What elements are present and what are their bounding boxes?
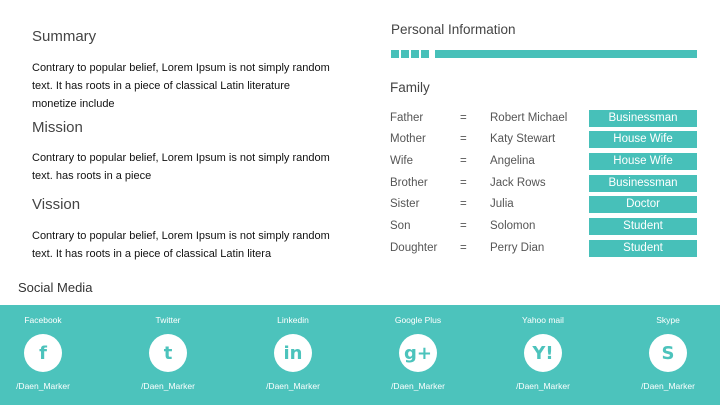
- social-handle[interactable]: /Daen_Marker: [141, 381, 195, 391]
- personal-information-bar: [391, 50, 429, 58]
- equals-sign: =: [460, 242, 467, 254]
- family-row: [390, 240, 700, 258]
- family-member-name: Perry Dian: [490, 242, 545, 254]
- family-row: [390, 175, 700, 193]
- linkedin-icon[interactable]: [274, 334, 312, 372]
- family-role-badge: House Wife: [589, 153, 697, 170]
- social-label: Linkedin: [277, 315, 309, 325]
- social-label: Skype: [656, 315, 680, 325]
- family-member-name: Katy Stewart: [490, 133, 556, 145]
- social-label: Facebook: [24, 315, 62, 325]
- social-glyph: g+: [404, 342, 432, 364]
- equals-sign: =: [460, 177, 467, 189]
- social-media-band: [0, 305, 720, 405]
- family-row: [390, 218, 700, 236]
- family-relation: Father: [390, 112, 424, 124]
- family-role-badge: Businessman: [589, 175, 697, 192]
- family-relation: Sister: [390, 198, 420, 210]
- family-row: [390, 110, 700, 128]
- personal-information-bar-fill: [435, 50, 697, 58]
- google-plus-icon[interactable]: [399, 334, 437, 372]
- family-role-badge: Businessman: [589, 110, 697, 127]
- family-relation: Son: [390, 220, 411, 232]
- family-relation: Mother: [390, 133, 426, 145]
- family-relation: Brother: [390, 177, 428, 189]
- family-role-badge: Student: [589, 240, 697, 257]
- social-handle[interactable]: /Daen_Marker: [641, 381, 695, 391]
- family-member-name: Robert Michael: [490, 112, 568, 124]
- family-role-badge: Student: [589, 218, 697, 235]
- equals-sign: =: [460, 220, 467, 232]
- social-item[interactable]: [618, 305, 718, 405]
- yahoo-icon[interactable]: [524, 334, 562, 372]
- social-glyph: t: [163, 342, 173, 364]
- summary-title: Summary: [32, 28, 97, 45]
- social-item[interactable]: [243, 305, 343, 405]
- family-relation: Wife: [390, 155, 413, 167]
- social-label: Twitter: [155, 315, 181, 325]
- mission-body: Contrary to popular belief, Lorem Ipsum is not simply random text. has roots in a piece: [32, 152, 330, 182]
- personal-information-title: Personal Information: [391, 22, 516, 37]
- family-role-badge: House Wife: [589, 131, 697, 148]
- family-row: [390, 196, 700, 214]
- family-relation: Doughter: [390, 242, 438, 254]
- vission-body: Contrary to popular belief, Lorem Ipsum is not simply random text. It has roots in a piece of classical Latin litera: [32, 230, 330, 260]
- social-media-title: Social Media: [18, 280, 93, 295]
- bar-segment: [421, 50, 429, 58]
- social-item[interactable]: [368, 305, 468, 405]
- social-handle[interactable]: /Daen_Marker: [266, 381, 320, 391]
- social-label: Google Plus: [394, 315, 442, 325]
- family-title: Family: [390, 80, 430, 95]
- social-item[interactable]: [0, 305, 93, 405]
- family-member-name: Solomon: [490, 220, 536, 232]
- social-item[interactable]: [493, 305, 593, 405]
- summary-body: Contrary to popular belief, Lorem Ipsum is not simply random text. It has roots in a piece of classical Latin literature monetize include: [32, 62, 330, 110]
- twitter-icon[interactable]: [149, 334, 187, 372]
- equals-sign: =: [460, 198, 467, 210]
- bar-segment: [411, 50, 419, 58]
- social-handle[interactable]: /Daen_Marker: [516, 381, 570, 391]
- social-glyph: S: [661, 342, 675, 364]
- social-item[interactable]: [118, 305, 218, 405]
- family-member-name: Jack Rows: [490, 177, 546, 189]
- bar-segment: [391, 50, 399, 58]
- family-row: [390, 153, 700, 171]
- bar-segment: [401, 50, 409, 58]
- skype-icon[interactable]: [649, 334, 687, 372]
- mission-title: Mission: [32, 119, 83, 136]
- family-member-name: Angelina: [490, 155, 535, 167]
- social-label: Yahoo mail: [522, 315, 564, 325]
- family-row: [390, 131, 700, 149]
- family-role-badge: Doctor: [589, 196, 697, 213]
- equals-sign: =: [460, 112, 467, 124]
- social-glyph: Y!: [532, 342, 554, 364]
- facebook-icon[interactable]: [24, 334, 62, 372]
- social-glyph: in: [283, 342, 303, 364]
- family-member-name: Julia: [490, 198, 514, 210]
- equals-sign: =: [460, 155, 467, 167]
- social-glyph: f: [39, 342, 47, 364]
- vission-title: Vission: [32, 196, 81, 213]
- social-handle[interactable]: /Daen_Marker: [391, 381, 445, 391]
- social-handle[interactable]: /Daen_Marker: [16, 381, 70, 391]
- equals-sign: =: [460, 133, 467, 145]
